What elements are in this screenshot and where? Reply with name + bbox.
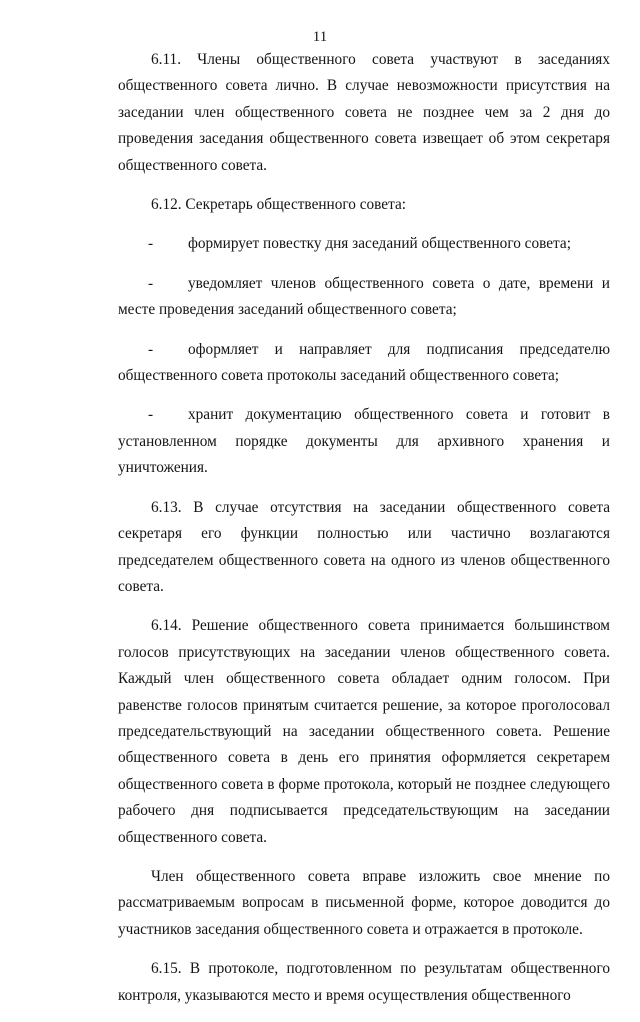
paragraph-6-14: 6.14. Решение общественного совета принимается большинством голосов присутствующих на заседании членов общественного совета. Каждый член общественного совета обладает одним голосом. При равенстве голосов принятым считается решение, за которое проголосовал председательствующий на заседании общественного совета. Решение общественного совета в день его принятия оформляется секретарем общественного совета в форме протокола, который не позднее следующего рабочего дня подписывается председательствующим на заседании общественного совета. [118,617,610,846]
list-item-text: уведомляет членов общественного совета о дате, времени и месте проведения заседаний общественного совета; [118,274,610,319]
list-marker: - [148,274,154,292]
list-item-text: оформляет и направляет для подписания председателю общественного совета протоколы заседаний общественного совета; [118,340,610,385]
list-item-text: формирует повестку дня заседаний общественного совета; [188,235,571,253]
document-body [118,47,610,1022]
list-marker: - [148,235,154,253]
paragraph-6-12: 6.12. Секретарь общественного совета: [151,196,407,214]
list-item [118,271,610,324]
list-item [118,231,610,257]
list-item-text: хранит документацию общественного совета и готовит в установленном порядке документы для архивного хранения и уничтожения. [118,406,610,477]
paragraph-6-15: 6.15. В протоколе, подготовленном по результатам общественного контроля, указываются место и время осуществления общественного [118,960,610,1004]
paragraph-member-opinion: Член общественного совета вправе изложить свое мнение по рассматриваемым вопросам в письменной форме, которое доводится до участников заседания общественного совета и отражается в протоколе. [118,867,610,938]
paragraph-6-11: 6.11. Члены общественного совета участвуют в заседаниях общественного совета лично. В случае невозможности присутствия на заседании член общественного совета не позднее чем за 2 дня до проведения заседания общественного совета извещает об этом секретаря общественного совета. [118,51,610,174]
list-item [118,337,610,390]
list-item [118,402,610,481]
list-marker: - [148,406,154,424]
paragraph-6-13: 6.13. В случае отсутствия на заседании общественного совета секретаря его функции полностью или частично возлагаются председателем общественного совета на одного из членов общественного совета. [118,498,610,595]
page-number: 11 [312,29,328,45]
list-marker: - [148,340,154,358]
